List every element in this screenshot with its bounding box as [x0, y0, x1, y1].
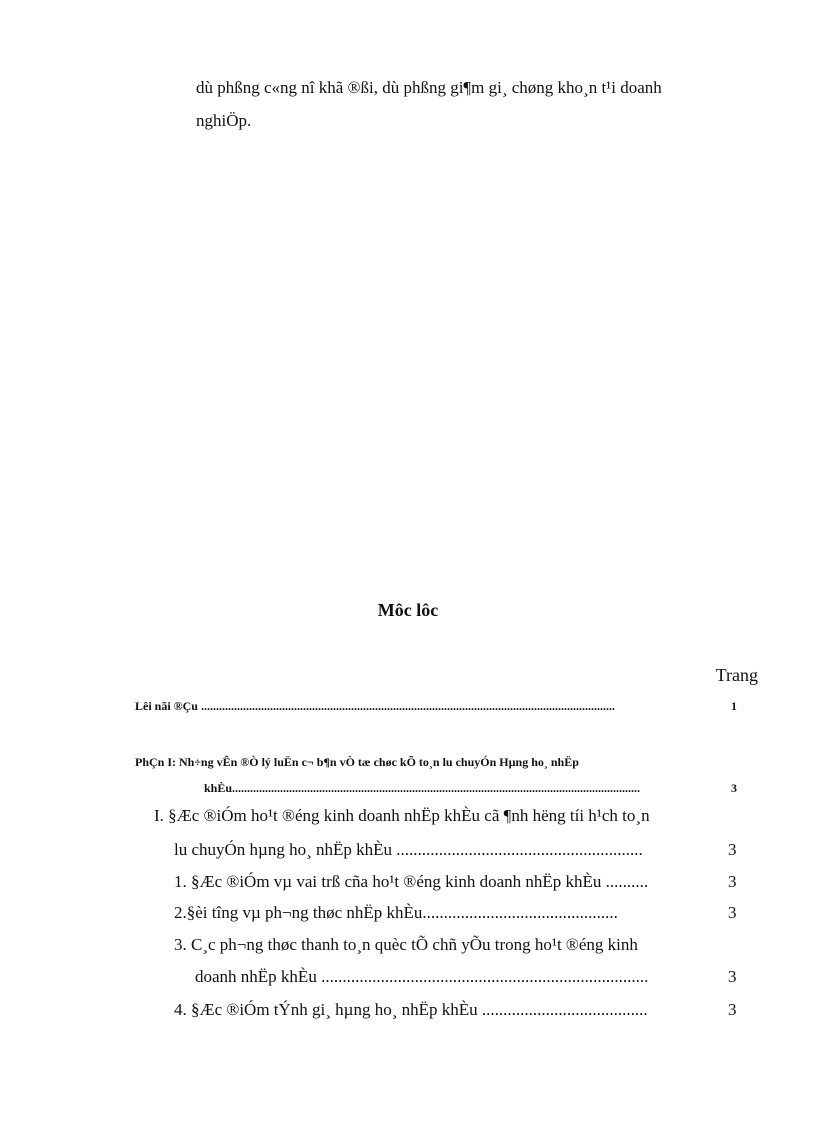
- toc-item-3-line-2: [195, 967, 728, 987]
- toc-part1-line-1: PhÇn I: Nh÷ng vÊn ®Ò lý luËn c¬ b¶n vÒ tæ chøc kÕ to¸n lu chuyÓn Hµng ho¸ nhËp: [135, 755, 579, 769]
- toc-entry-page: 3: [728, 1000, 737, 1019]
- toc-entry-page: 3: [728, 872, 737, 891]
- toc-entry-text: Lêi nãi ®Çu ..........................................................................................................................................: [135, 699, 615, 713]
- toc-entry-text: khÈu........................................................................................................................................: [204, 781, 641, 795]
- toc-entry-text: 2.§èi tîng vµ ph¬ng thøc nhËp khÈu..............................................: [174, 903, 618, 922]
- toc-entry-text: lu chuyÓn hµng ho¸ nhËp khÈu ..........................................................: [174, 840, 643, 859]
- toc-entry-intro: [135, 699, 737, 714]
- toc-item-1: [174, 872, 728, 892]
- toc-part1-line-2: [204, 781, 730, 796]
- toc-entry-page: 3: [731, 781, 737, 795]
- toc-title: Môc lôc: [377, 600, 439, 620]
- page-column-header: Trang: [715, 665, 758, 685]
- toc-item-4: [174, 1000, 728, 1020]
- toc-entry-page: 3: [728, 903, 737, 922]
- toc-entry-page: 3: [728, 967, 737, 986]
- toc-section1-line-2: [174, 840, 728, 860]
- paragraph-line-1: dù phßng c«ng nî khã ®ßi, dù phßng gi¶m gi¸ chøng kho¸n t¹i doanh: [196, 78, 662, 97]
- toc-item-3-line-1: 3. C¸c ph¬ng thøc thanh to¸n quèc tÕ chñ yÕu trong ho¹t ®éng kinh: [174, 935, 638, 954]
- toc-section1-line-1: I. §Æc ®iÓm ho¹t ®éng kinh doanh nhËp khÈu cã ¶nh hëng tíi h¹ch to¸n: [154, 806, 650, 825]
- toc-entry-page: 3: [728, 840, 737, 859]
- toc-entry-text: 1. §Æc ®iÓm vµ vai trß cña ho¹t ®éng kinh doanh nhËp khÈu ..........: [174, 872, 649, 891]
- toc-entry-text: 4. §Æc ®iÓm tÝnh gi¸ hµng ho¸ nhËp khÈu .......................................: [174, 1000, 648, 1019]
- toc-entry-page: 1: [731, 699, 737, 713]
- toc-entry-text: doanh nhËp khÈu .............................................................................: [195, 967, 649, 986]
- paragraph-line-2: nghiÖp.: [196, 111, 252, 130]
- toc-item-2: [174, 903, 728, 923]
